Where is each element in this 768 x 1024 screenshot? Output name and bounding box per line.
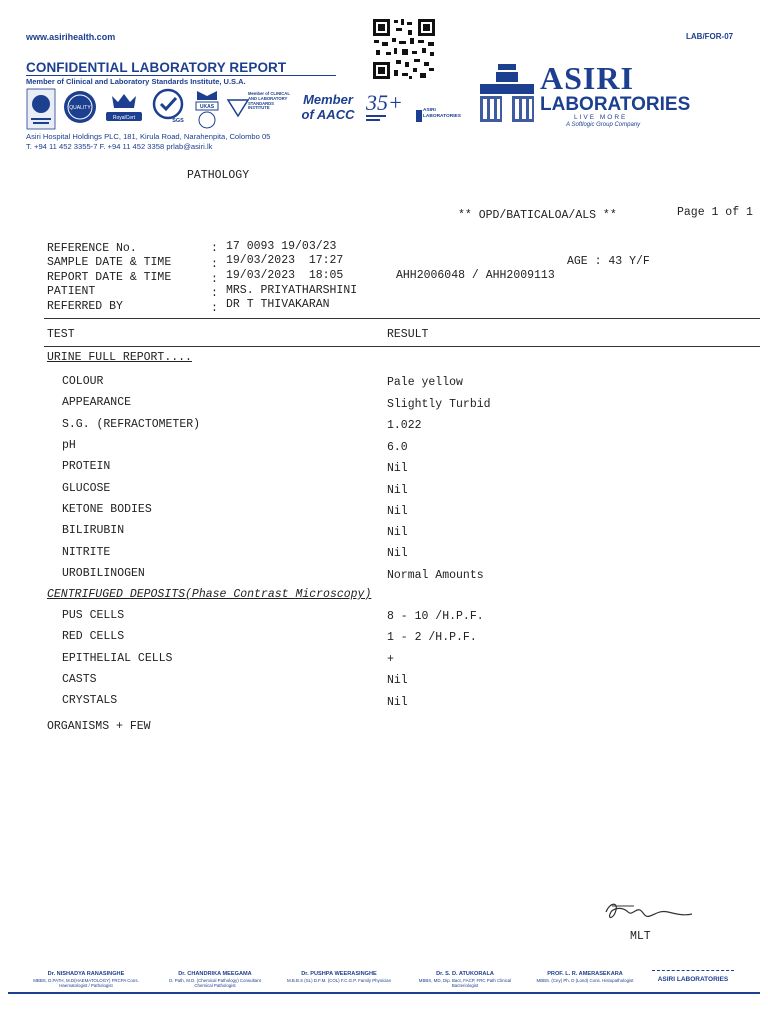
test-name: UROBILINOGEN	[62, 567, 145, 580]
quality-award-icon	[26, 88, 56, 130]
patient-age: AGE : 43 Y/F	[567, 255, 650, 268]
signatory-title: MLT	[630, 930, 651, 943]
logo-brand-top: ASIRI	[540, 60, 634, 96]
footer-rule	[8, 992, 760, 994]
footer-doctor-name: Dr. NISHADYA RANASINGHE	[47, 971, 125, 977]
footer-doctor-name: Dr. PUSHPA WEERASINGHE	[301, 971, 377, 977]
test-result: Pale yellow	[387, 376, 463, 389]
test-name: BILIRUBIN	[62, 524, 125, 537]
anniversary-text: 35+	[366, 90, 403, 115]
aacc-icon	[296, 88, 360, 126]
field-colon: :	[211, 242, 218, 255]
test-result: 1.022	[387, 419, 422, 432]
test-name: PROTEIN	[62, 460, 111, 473]
field-value-patient: MRS. PRIYATHARSHINI	[226, 284, 358, 297]
column-header-result: RESULT	[387, 328, 429, 341]
test-result: Nil	[387, 462, 408, 475]
footer-doctor-degree: D. Path, M.D. (Chemical Pathology) Consultant Chemical Pathologist	[169, 978, 261, 988]
test-result: Normal Amounts	[387, 569, 484, 582]
footer-doctor-degree: M.B.B.S (SL) D.F.M. (COL) F.C.G.P. Family Physician	[286, 978, 392, 983]
aacc-text: Member of AACC	[301, 92, 355, 122]
deposit-name: CASTS	[62, 673, 97, 686]
field-value-sample-date: 19/03/2023 17:27	[226, 254, 344, 267]
field-label-report-date: REPORT DATE & TIME	[47, 271, 172, 284]
asiri-cross-logo	[478, 62, 536, 124]
footer-doctor-name: Dr. S. D. ATUKORALA	[436, 971, 494, 977]
ukas-text: UKAS	[199, 104, 215, 110]
footer-doctor-degree: MBBS, MD, Dip. Bact, FACP, FRC Path Clinical Bacteriologist	[418, 978, 512, 988]
footer-doctor-degree: MBBS. (Cey) Ph. D (Lond) Cons. Histopathologist	[536, 978, 634, 983]
deposit-result: 1 - 2 /H.P.F.	[387, 631, 477, 644]
deposit-name: EPITHELIAL CELLS	[62, 652, 173, 665]
footer-doctor-degree: MBBS, D.PATH, M.D(HAEMATOLOGY) FRCPA Cons. Haematologist / Pathologist	[33, 978, 139, 988]
field-label-patient: PATIENT	[47, 285, 96, 298]
test-name: APPEARANCE	[62, 396, 132, 409]
asiri-small-logo	[416, 88, 461, 128]
field-colon: :	[211, 302, 218, 315]
organisms-line: ORGANISMS + FEW	[47, 720, 151, 733]
asiri-small-text: ASIRI LABORATORIES	[423, 108, 461, 119]
deposit-name: RED CELLS	[62, 630, 125, 643]
test-name: KETONE BODIES	[62, 503, 152, 516]
section-title: URINE FULL REPORT....	[47, 351, 192, 364]
footer-doctor-name: PROF. L. R. AMERASEKARA	[547, 971, 623, 977]
deposits-title: CENTRIFUGED DEPOSITS(Phase Contrast Microscopy)	[47, 588, 372, 601]
field-colon: :	[211, 273, 218, 286]
deposit-result: Nil	[387, 674, 408, 687]
test-result: Nil	[387, 526, 408, 539]
test-name: S.G. (REFRACTOMETER)	[62, 418, 201, 431]
ukas-icon	[192, 88, 222, 130]
form-code: LAB/FOR-07	[686, 32, 734, 41]
address-line: Asiri Hospital Holdings PLC, 181, Kirula Road, Narahenpita, Colombo 05	[26, 132, 271, 141]
quality-text: QUALITY	[69, 105, 91, 111]
header-bottom-rule	[44, 346, 760, 347]
deposit-result: Nil	[387, 696, 408, 709]
test-result: Nil	[387, 505, 408, 518]
column-header-test: TEST	[47, 328, 75, 341]
patient-ids: AHH2006048 / AHH2009113	[396, 269, 555, 282]
field-label-reference: REFERENCE No.	[47, 242, 137, 255]
test-result: Nil	[387, 547, 408, 560]
field-value-report-date: 19/03/2023 18:05	[226, 269, 344, 282]
report-title: CONFIDENTIAL LABORATORY REPORT	[26, 60, 287, 75]
field-colon: :	[211, 287, 218, 300]
logo-group: A Softlogic Group Company	[566, 122, 641, 128]
deposit-result: 8 - 10 /H.P.F.	[387, 610, 484, 623]
page-indicator: Page 1 of 1	[677, 206, 753, 219]
deposit-result: +	[387, 653, 394, 666]
signature-mark	[600, 898, 696, 926]
field-value-referred-by: DR T THIVAKARAN	[226, 298, 330, 311]
deposit-name: PUS CELLS	[62, 609, 125, 622]
logo-tagline: LIVE MORE	[574, 114, 628, 121]
test-name: GLUCOSE	[62, 482, 111, 495]
royalcert-icon	[104, 88, 144, 124]
department: PATHOLOGY	[187, 169, 250, 182]
deposit-name: CRYSTALS	[62, 694, 118, 707]
test-name: pH	[62, 439, 76, 452]
logo-brand-bottom: LABORATORIES	[540, 94, 691, 115]
contact-line: T. +94 11 452 3355-7 F. +94 11 452 3358 prlab@asiri.lk	[26, 142, 213, 151]
sgs-icon	[148, 88, 188, 124]
field-label-referred-by: REFERRED BY	[47, 300, 123, 313]
table-top-rule	[44, 318, 760, 319]
test-result: Nil	[387, 484, 408, 497]
field-colon: :	[211, 258, 218, 271]
qr-code	[372, 18, 436, 80]
location: ** OPD/BATICALOA/ALS **	[458, 209, 617, 222]
clsi-text: Member of CLINICAL AND LABORATORY STANDARDS INSTITUTE	[248, 91, 290, 111]
quality-badge-icon	[62, 88, 98, 126]
royalcert-text: RoyalCert	[112, 115, 136, 121]
website-url[interactable]: www.asirihealth.com	[26, 32, 116, 42]
test-result: Slightly Turbid	[387, 398, 491, 411]
anniversary-35-icon	[364, 88, 414, 128]
footer-doctor-name: Dr. CHANDRIKA MEEGAMA	[178, 971, 252, 977]
footer-brand: ASIRI LABORATORIES	[657, 976, 729, 983]
title-underline	[26, 75, 336, 76]
test-name: NITRITE	[62, 546, 111, 559]
test-name: COLOUR	[62, 375, 104, 388]
field-label-sample-date: SAMPLE DATE & TIME	[47, 256, 172, 269]
test-result: 6.0	[387, 441, 408, 454]
member-line: Member of Clinical and Laboratory Standards Institute, U.S.A.	[26, 77, 246, 86]
sgs-text: SGS	[172, 118, 184, 124]
clsi-icon	[226, 88, 292, 124]
field-value-reference: 17 0093 19/03/23	[226, 240, 337, 253]
footer-brand-divider	[652, 970, 734, 972]
